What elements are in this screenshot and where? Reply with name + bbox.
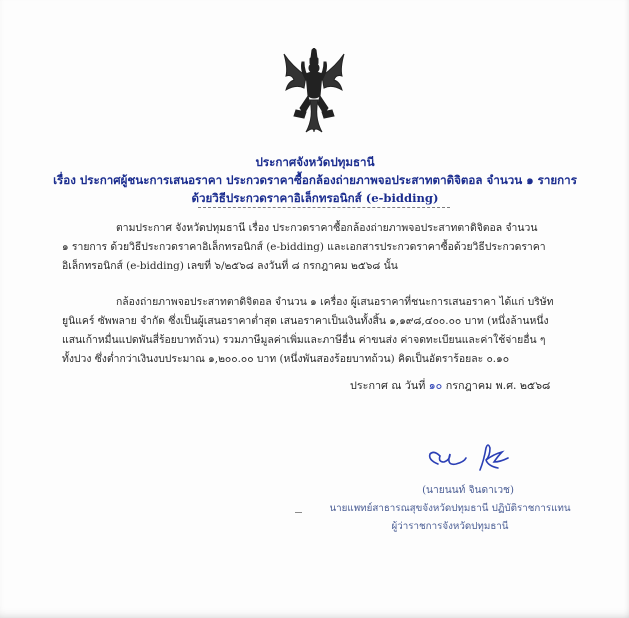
separator-line (198, 207, 450, 208)
date-day: ๑๐ (428, 379, 443, 392)
handwritten-signature (420, 438, 540, 480)
paragraph-reference (62, 219, 582, 276)
subject-line-2: ด้วยวิธีประกวดราคาอิเล็กทรอนิกส์ (e-bidding) (191, 191, 439, 205)
paragraph-line: ยูนิแคร์ ซัพพลาย จำกัด ซึ่งเป็นผู้เสนอราคาต่ำสุด เสนอราคาเป็นเงินทั้งสิ้น ๑,๑๙๘,๔๐๐.๐๐ บาท (หนึ่งล้านหนึ่ง (62, 315, 549, 327)
paragraph-line: แสนเก้าหมื่นแปดพันสี่ร้อยบาทถ้วน) รวมภาษีมูลค่าเพิ่มและภาษีอื่น ค่าขนส่ง ค่าจดทะเบียนและค่าใช้จ่ายอื่น ๆ (62, 334, 546, 346)
paragraph-line: อิเล็กทรอนิกส์ (e-bidding) เลขที่ ๖/๒๕๖๘ ลงวันที่ ๘ กรกฎาคม ๒๕๖๘ นั้น (62, 260, 398, 272)
garuda-emblem-icon (282, 48, 346, 134)
announcement-title: ประกาศจังหวัดปทุมธานี (255, 155, 375, 169)
signatory-position-2: ผู้ว่าราชการจังหวัดปทุมธานี (391, 521, 509, 532)
paragraph-winner (62, 293, 582, 369)
announcement-date (350, 377, 550, 394)
subject-line-1: เรื่อง ประกาศผู้ชนะการเสนอราคา ประกวดราคาซื้อกล้องถ่ายภาพจอประสาทตาดิจิตอล จำนวน ๑ รายการ (53, 173, 577, 187)
signatory-position: นายแพทย์สาธารณสุขจังหวัดปทุมธานี ปฏิบัติราชการแทน (329, 503, 571, 514)
date-prefix: ประกาศ ณ วันที่ (350, 379, 426, 392)
paragraph-line: กล้องถ่ายภาพจอประสาทตาดิจิตอล จำนวน ๑ เครื่อง ผู้เสนอราคาที่ชนะการเสนอราคา ได้แก่ บริษัท (116, 296, 554, 308)
date-suffix: กรกฎาคม พ.ศ. ๒๕๖๘ (445, 379, 551, 392)
signatory-name: (นายนนท์ จินดาเวช) (422, 485, 514, 496)
paragraph-line: ตามประกาศ จังหวัดปทุมธานี เรื่อง ประกวดราคาซื้อกล้องถ่ายภาพจอประสาทตาดิจิตอล จำนวน (116, 222, 538, 234)
paragraph-line: ทั้งปวง ซึ่งต่ำกว่าเงินงบประมาณ ๑,๒๐๐.๐๐ บาท (หนึ่งพันสองร้อยบาทถ้วน) คิดเป็นอัตราร้อยละ ๐.๑๐ (62, 353, 510, 365)
paragraph-line: ๑ รายการ ด้วยวิธีประกวดราคาอิเล็กทรอนิกส์ (e-bidding) และเอกสารประกวดราคาซื้อด้วยวิธีประกวดราคา (62, 241, 546, 253)
